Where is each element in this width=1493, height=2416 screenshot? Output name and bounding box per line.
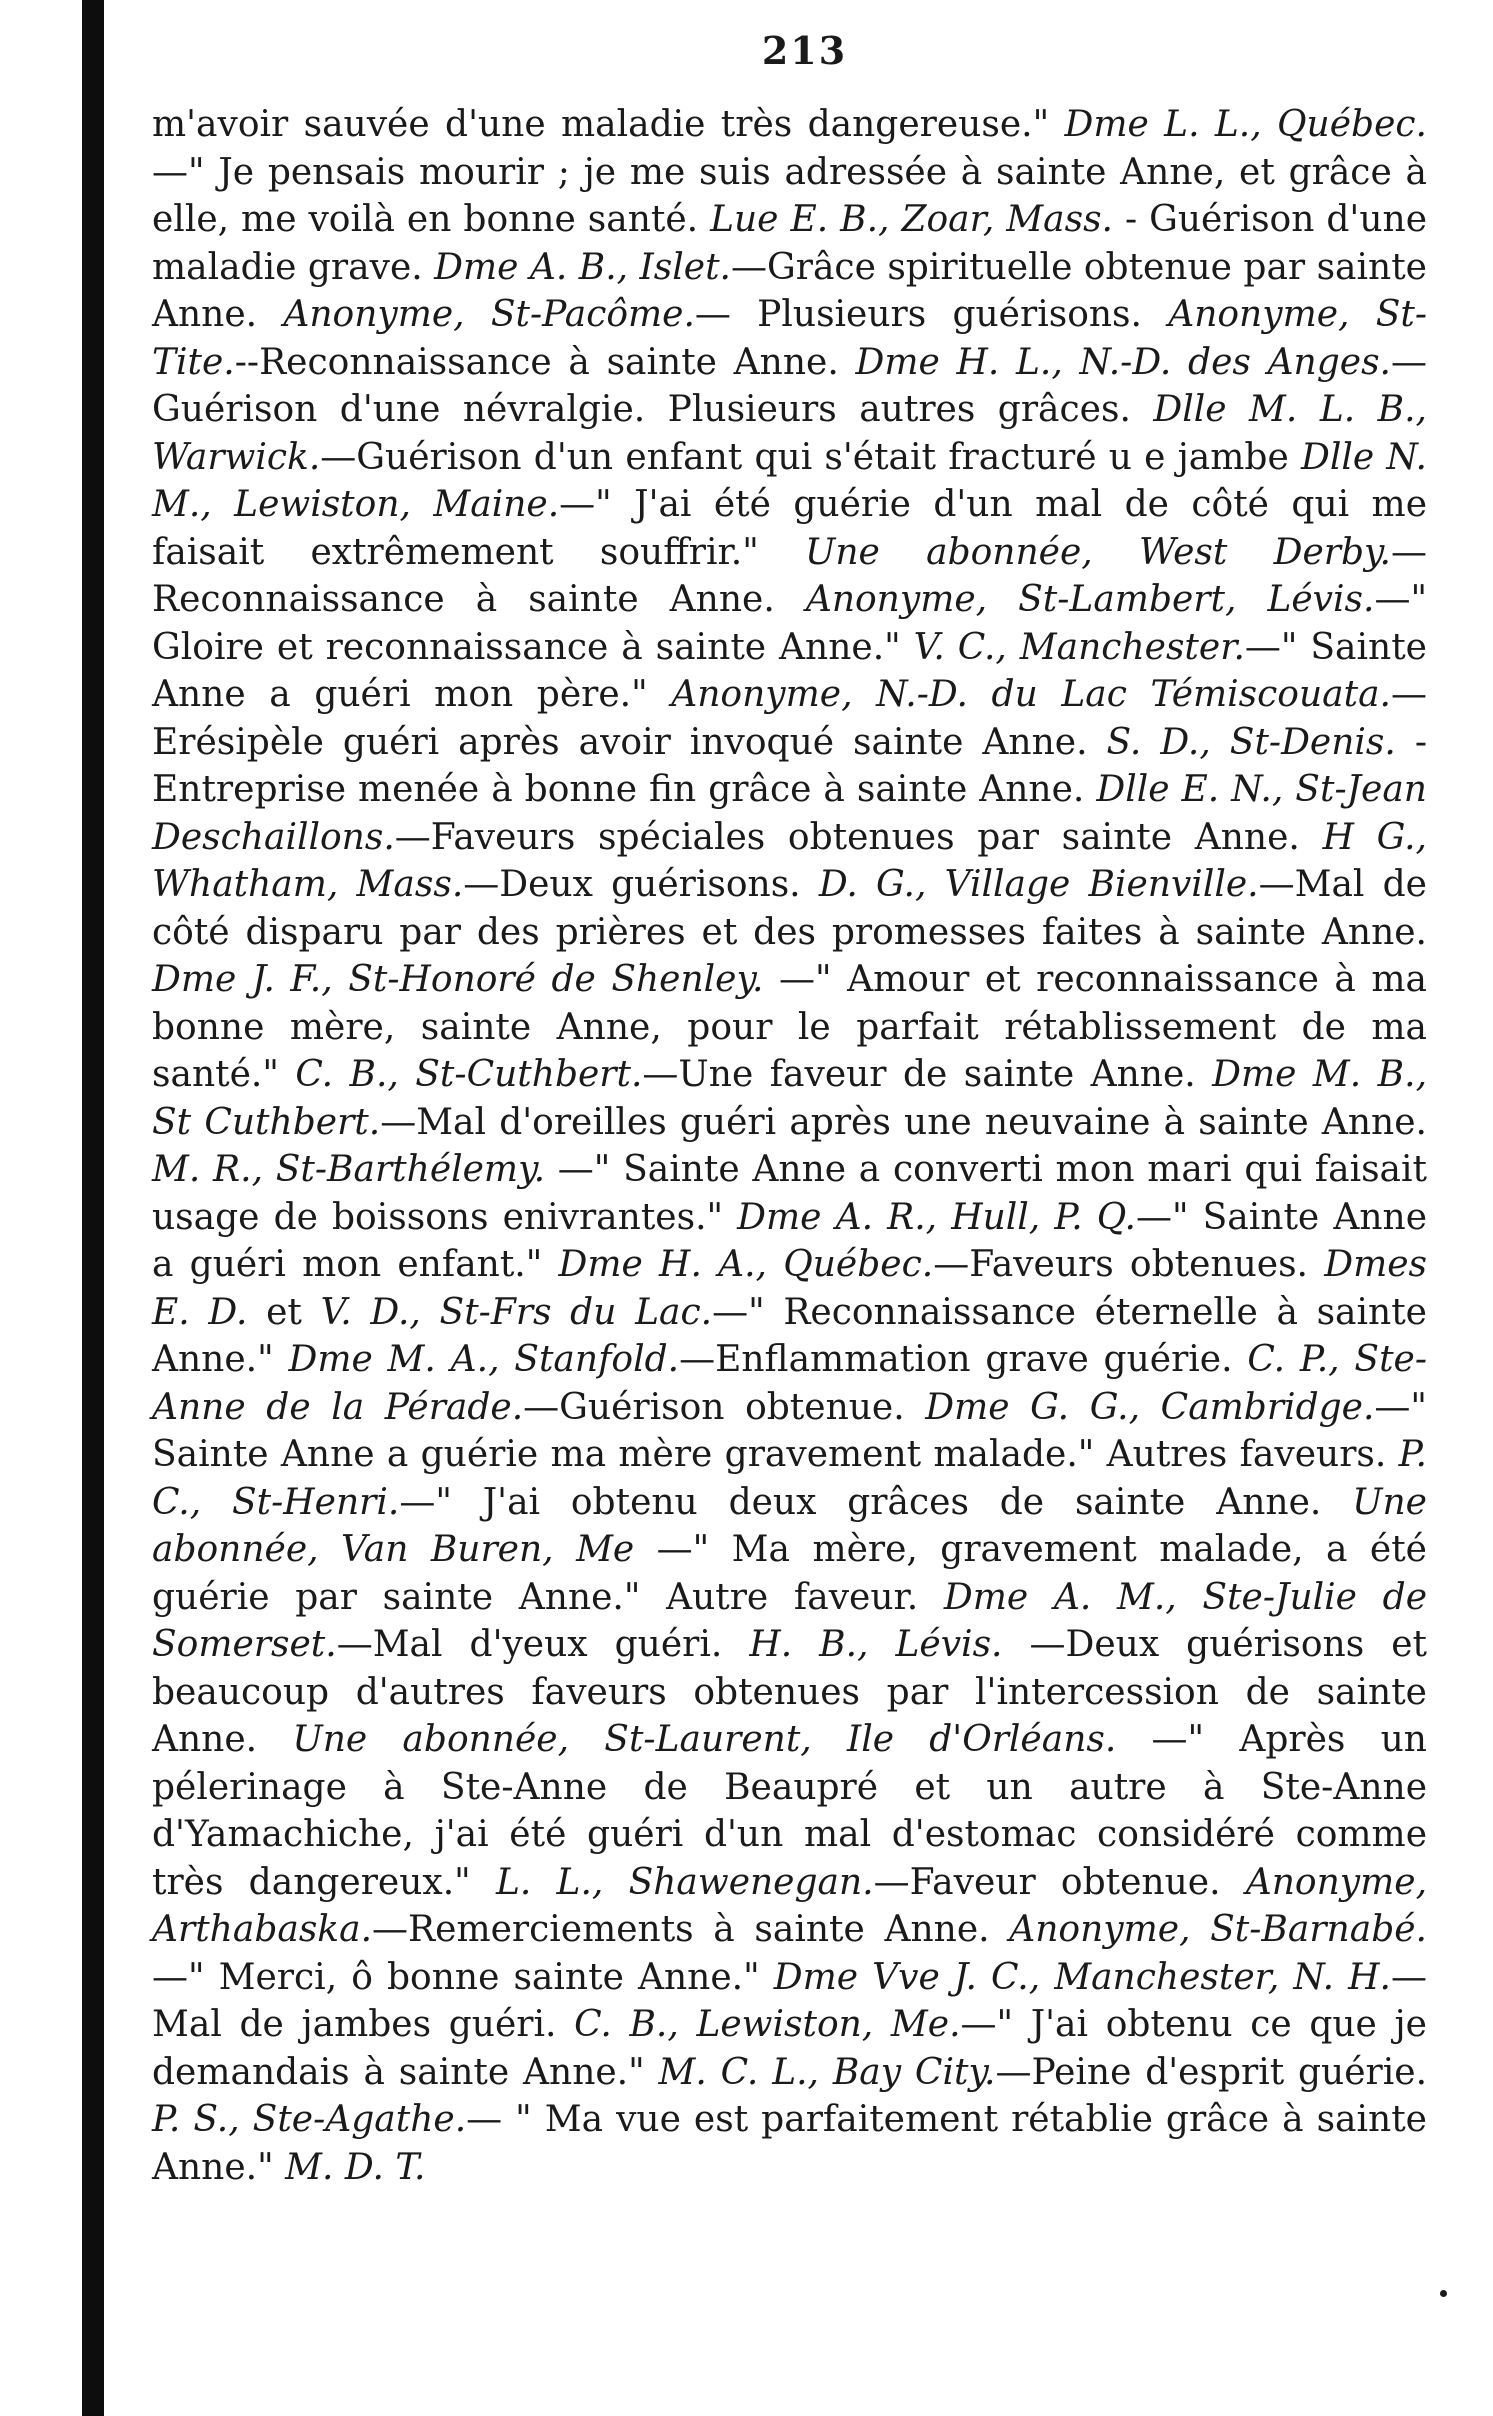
testimonial-text: —Deux guérisons et beaucoup d'autres faveurs obtenues par l'intercession de sainte Anne. (152, 1624, 1427, 1760)
testimonial-text: —Mal d'yeux guéri. (336, 1624, 750, 1665)
testimonial-text: et (247, 1291, 321, 1333)
testimonial-text: —Une faveur de sainte Anne. (642, 1054, 1213, 1095)
testimonial-text: —" Reconnaissance éternelle à sainte Anne." (152, 1291, 1427, 1380)
signature-name: Anonyme, N.-D. du Lac Témiscouata. (671, 674, 1391, 715)
testimonial-text: —" Sainte Anne a guérie ma mère gravement malade." Autres faveurs. (152, 1386, 1427, 1475)
signature-name: C. B., St-Cuthbert. (295, 1054, 643, 1095)
signature-name: Dme M. B., St Cuthbert. (152, 1054, 1428, 1143)
signature-name: Dme A. M., Ste-Julie de Somerset. (152, 1576, 1428, 1665)
testimonial-text: — " Ma vue est parfaitement rétablie grâce à sainte Anne." (152, 2099, 1427, 2188)
testimonial-text: —" Après un pélerinage à Ste-Anne de Beaupré et un autre à Ste-Anne d'Yamachiche, j'ai été guéri d'un mal d'estomac considéré comme très dangereux." (152, 1719, 1427, 1903)
testimonial-text: —Guérison d'une névralgie. Plusieurs autres grâces. (152, 341, 1427, 430)
testimonial-text: —Mal de jambes guéri. (152, 1956, 1427, 2045)
signature-name: Dme L. L., Québec. (1064, 104, 1427, 145)
testimonial-text: —" J'ai été guérie d'un mal de côté qui me faisait extrêmement souffrir." (152, 484, 1427, 573)
testimonial-text: —" J'ai obtenu deux grâces de sainte Anne. (399, 1481, 1353, 1523)
signature-name: V. D., St-Frs du Lac. (320, 1291, 713, 1333)
signature-name: C. P., Ste-Anne de la Pérade. (152, 1339, 1428, 1428)
signature-name: L. L., Shawenegan. (495, 1861, 874, 1903)
testimonial-text: —" Je pensais mourir ; je me suis adressée à sainte Anne, et grâce à elle, me voilà en bonne santé. (152, 151, 1427, 240)
signature-name: Anonyme, St-Pacôme. (283, 294, 695, 335)
signature-name: Dme G. G., Cambridge. (925, 1386, 1375, 1428)
testimonial-text: —Faveurs spéciales obtenues par sainte Anne. (394, 816, 1323, 858)
testimonial-text: —" Sainte Anne a guéri mon père." (152, 626, 1427, 715)
testimonial-text: —Reconnaissance à sainte Anne. (152, 531, 1427, 620)
signature-name: H. B., Lévis. (749, 1624, 1003, 1665)
testimonial-text: —" Sainte Anne a guéri mon enfant." (152, 1196, 1428, 1285)
testimonials-paragraph (152, 101, 1427, 2191)
testimonial-text: —" Sainte Anne a converti mon mari qui faisait usage de boissons enivrantes." (152, 1149, 1427, 1238)
signature-name: C. B., Lewiston, Me. (574, 2004, 961, 2045)
testimonial-text: —Enflammation grave guérie. (679, 1339, 1248, 1380)
signature-name: Dme H. A., Québec. (558, 1244, 934, 1285)
testimonial-text: —Mal de côté disparu par des prières et des promesses faites à sainte Anne. (152, 864, 1427, 953)
signature-name: Dlle M. L. B., Warwick. (152, 389, 1427, 478)
signature-name: Dlle E. N., St-Jean Deschaillons. (152, 769, 1427, 858)
testimonial-text: —Deux guérisons. (463, 864, 819, 905)
testimonial-text: —Faveurs obtenues. (933, 1244, 1325, 1285)
testimonial-text: — Erésipèle guéri après avoir invoqué sainte Anne. (152, 674, 1427, 763)
signature-name: Une abonnée, St-Laurent, Ile d'Orléans. (292, 1719, 1117, 1760)
testimonial-text: — Plusieurs guérisons. (694, 294, 1169, 335)
testimonial-text: —Guérison d'un enfant qui s'était fracturé u e jambe (320, 436, 1301, 478)
testimonial-text: -Entreprise menée à bonne fin grâce à sainte Anne. (152, 721, 1428, 810)
signature-name: Dlle N. M., Lewiston, Maine. (152, 436, 1427, 525)
signature-name: H G., Whatham, Mass. (152, 816, 1428, 905)
signature-name: M. R., St-Barthélemy. (152, 1149, 546, 1190)
testimonial-text: —Faveur obtenue. (873, 1861, 1246, 1903)
signature-name: Dme H. L., N.-D. des Anges. (855, 341, 1391, 383)
signature-name: S. D., St-Denis. (1106, 721, 1396, 763)
signature-name: Dme M. A., Stanfold. (288, 1339, 680, 1380)
signature-name: M. D. T. (285, 2146, 426, 2188)
signature-name: D. G., Village Bienville. (818, 864, 1259, 905)
signature-name: M. C. L., Bay City. (658, 2051, 996, 2093)
signature-name: Dme Vve J. C., Manchester, N. H. (773, 1956, 1391, 1998)
signature-name: Une abonnée, Van Buren, Me (152, 1481, 1427, 1570)
signature-name: Dmes E. D. (152, 1244, 1428, 1333)
signature-name: Dme J. F., St-Honoré de Shenley. (152, 959, 764, 1000)
testimonial-text: —" Merci, ô bonne sainte Anne." (152, 1956, 774, 1998)
page-number: 213 (761, 28, 848, 73)
testimonial-text: - Guérison d'une maladie grave. (152, 199, 1427, 288)
signature-name: P. S., Ste-Agathe. (152, 2099, 467, 2140)
testimonial-text: —Guérison obtenue. (523, 1386, 926, 1428)
signature-name: Anonyme, St-Lambert, Lévis. (805, 579, 1375, 620)
testimonial-text: --Reconnaissance à sainte Anne. (234, 341, 856, 383)
signature-name: P. C., St-Henri. (152, 1434, 1427, 1523)
scan-edge-shadow (82, 0, 104, 2416)
stray-ink-mark (1440, 2290, 1447, 2297)
testimonial-text: —" J'ai obtenu ce que je demandais à sainte Anne." (152, 2004, 1427, 2093)
signature-name: Dme A. B., Islet. (434, 246, 731, 288)
testimonial-text: —Mal d'oreilles guéri après une neuvaine à sainte Anne. (380, 1101, 1427, 1143)
testimonial-text: —" Amour et reconnaissance à ma bonne mère, sainte Anne, pour le parfait rétablissement de ma santé." (152, 959, 1427, 1095)
page (152, 28, 1427, 2191)
signature-name: Anonyme, St-Barnabé. (1009, 1909, 1427, 1950)
testimonial-text: m'avoir sauvée d'une maladie très dangereuse." (152, 104, 1065, 145)
signature-name: Lue E. B., Zoar, Mass. (710, 199, 1113, 240)
testimonial-text: —" Gloire et reconnaissance à sainte Anne." (152, 579, 1427, 668)
signature-name: V. C., Manchester. (913, 626, 1245, 668)
signature-name: Une abonnée, West Derby. (805, 531, 1391, 573)
signature-name: Anonyme, Arthabaska. (152, 1861, 1428, 1950)
testimonial-text: —" Ma mère, gravement malade, a été guérie par sainte Anne." Autre faveur. (152, 1529, 1427, 1618)
testimonial-text: —Remerciements à sainte Anne. (372, 1909, 1010, 1950)
testimonial-text: —Peine d'esprit guérie. (995, 2051, 1428, 2093)
signature-name: Anonyme, St-Tite. (152, 294, 1427, 383)
testimonial-text: —Grâce spirituelle obtenue par sainte Anne. (152, 246, 1427, 335)
signature-name: Dme A. R., Hull, P. Q. (737, 1196, 1136, 1238)
